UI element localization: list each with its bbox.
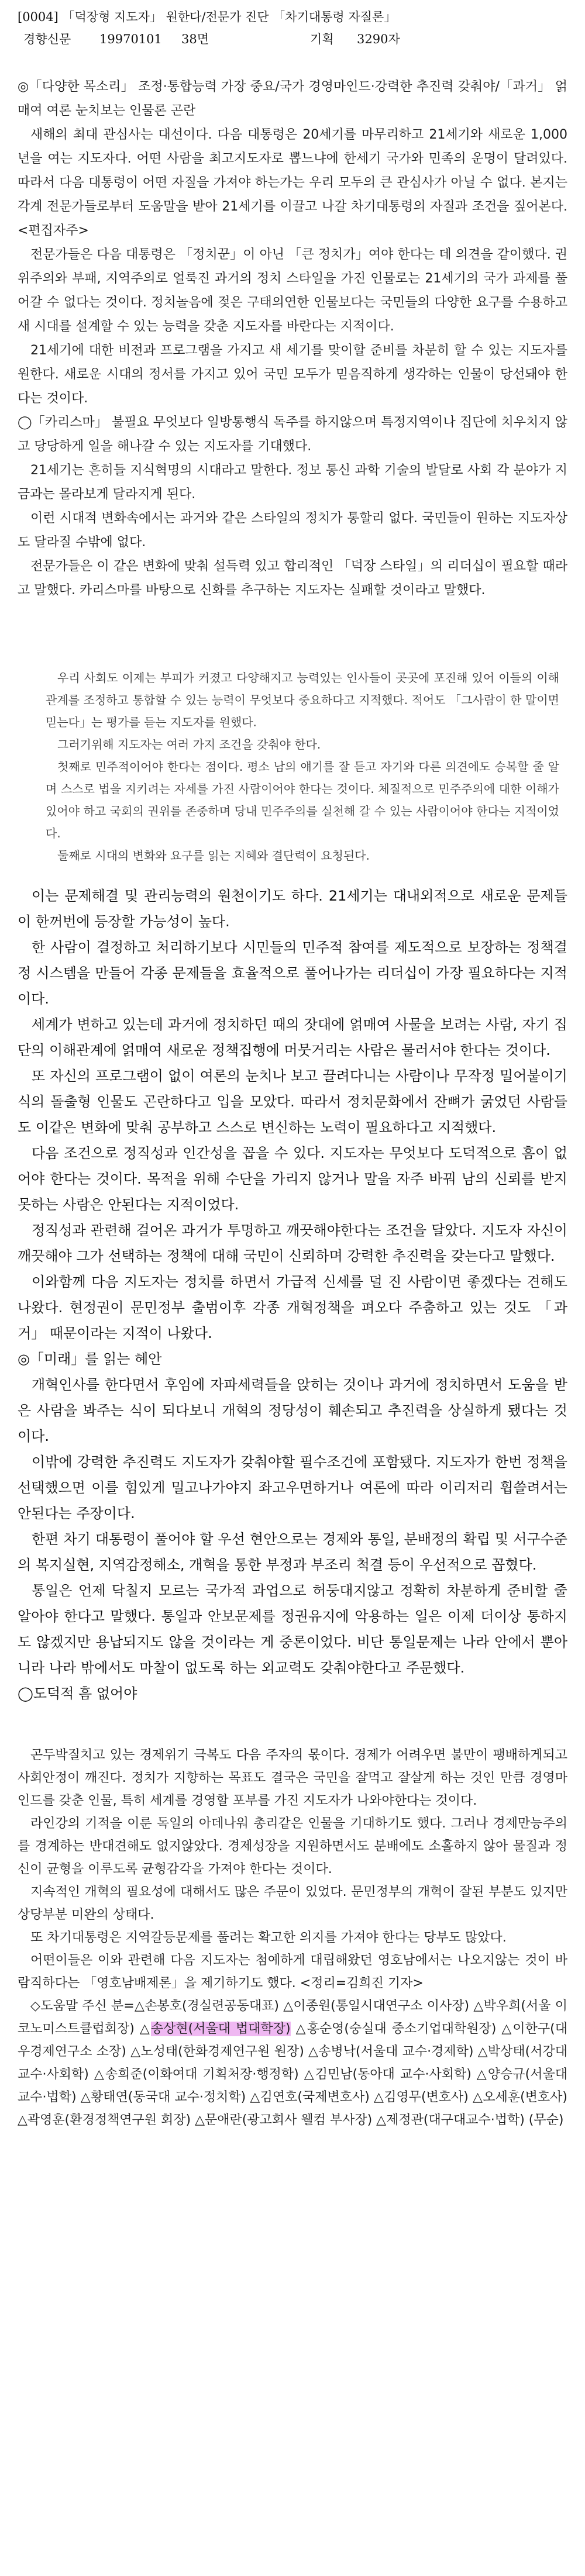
paragraph: 또 자신의 프로그램이 없이 여론의 눈치나 보고 끌려다니는 사람이나 무작정 밀어붙이기식의 돌출형 인물도 곤란하다고 입을 모았다. 따라서 정치문화에서 잔뼈가 굵었던 사람들도 이같은 변화에 맞춰 공부하고 스스로 변신하는 노력이 필요하다고 지적했다. bbox=[18, 1068, 567, 1136]
article-title: [0004] 「덕장형 지도자」 원한다/전문가 진단 「차기대통령 자질론」 bbox=[18, 10, 397, 24]
subheading-paragraph: ◯「카리스마」 불필요 무엇보다 일방통행식 독주를 하지않으며 특정지역이나 집단에 치우치지 않고 당당하게 일을 해나갈 수 있는 지도자를 기대했다. bbox=[18, 415, 567, 454]
paragraph: 개혁인사를 한다면서 후임에 자파세력들을 앉히는 것이나 과거에 정치하면서 도움을 받은 사람을 봐주는 식이 되다보니 개혁의 정당성이 훼손되고 추진력을 상실하게 됐다는 것이다. bbox=[18, 1377, 567, 1444]
paragraph: 곤두박질치고 있는 경제위기 극복도 다음 주자의 몫이다. 경제가 어려우면 불만이 팽배하게되고 사회안정이 깨진다. 정치가 지향하는 목표도 결국은 국민을 잘먹고 잘살게 하는 것인 만큼 경영마인드를 갖춘 인물, 특히 세계를 경영할 포부를 가진 지도자가 나와야한다는 것이다. bbox=[18, 1748, 567, 1808]
article-block-3 bbox=[18, 883, 567, 1706]
paragraph: 21세기에 대한 비전과 프로그램을 가지고 새 세기를 맞이할 준비를 차분히 할 수 있는 지도자를 원한다. 새로운 시대의 정서를 가지고 있어 국민 모두가 믿음직하게 생각하는 인물이 당선돼야 한다는 것이다. bbox=[18, 343, 567, 406]
paragraph: 어떤이들은 이와 관련해 다음 지도자는 첨예하게 대립해왔던 영호남에서는 나오지않는 것이 바람직하다는 「영호남배제론」을 제기하기도 했다. <정리=김희진 기자> bbox=[18, 1953, 567, 1991]
article-block-4 bbox=[18, 1744, 567, 2132]
article-meta bbox=[18, 28, 567, 50]
paragraph: 정직성과 관련해 걸어온 과거가 투명하고 깨끗해야한다는 조건을 달았다. 지도자 자신이 깨끗해야 그가 선택하는 정책에 대해 국민이 신뢰하며 강력한 추진력을 갖는다고 말했다. bbox=[18, 1222, 567, 1264]
paragraph: 세계가 변하고 있는데 과거에 정치하던 때의 잣대에 얽매여 사물을 보려는 사람, 자기 집단의 이해관계에 얽매여 새로운 정책집행에 머뭇거리는 사람은 물러서야 한다는 것이다. bbox=[18, 1016, 567, 1058]
paragraph: 새해의 최대 관심사는 대선이다. 다음 대통령은 20세기를 마무리하고 21세기와 새로운 1,000년을 여는 지도자다. 어떤 사람을 최고지도자로 뽑느냐에 한세기 국가와 민족의 운명이 달려있다. 따라서 다음 대통령이 어떤 자질을 가져야 하는가는 우리 모두의 큰 관심사가 아닐 수 없다. 본지는 각계 전문가들로부터 도움말을 받아 21세기를 이끌고 나갈 차기대통령의 자질과 조건을 짚어본다. <편집자주> bbox=[18, 127, 567, 238]
paragraph: 이런 시대적 변화속에서는 과거와 같은 스타일의 정치가 통할리 없다. 국민들이 원하는 지도자상도 달라질 수밖에 없다. bbox=[18, 511, 567, 550]
paragraph: 라인강의 기적을 이룬 독일의 아데나워 총리같은 인물을 기대하기도 했다. 그러나 경제만능주의를 경계하는 반대견해도 없지않았다. 경제성장을 지원하면서도 분배에도 소홀하지 않아 물질과 정신이 균형을 이루도록 균형감각을 가져야 한다는 것이다. bbox=[18, 1816, 567, 1877]
paragraph: 전문가들은 다음 대통령은 「정치꾼」이 아닌 「큰 정치가」여야 한다는 데 의견을 같이했다. 권위주의와 부패, 지역주의로 얼룩진 과거의 정치 스타일을 가진 인물로는 21세기의 국가 과제를 풀어갈 수 없다는 것이다. 정치놀음에 젖은 구태의연한 인물보다는 국민들의 다양한 요구를 수용하고 새 시대를 설계할 수 있는 능력을 갖춘 지도자를 바란다는 지적이다. bbox=[18, 247, 567, 334]
paragraph: 우리 사회도 이제는 부피가 커졌고 다양해지고 능력있는 인사들이 곳곳에 포진해 있어 이들의 이해관계를 조정하고 통합할 수 있는 능력이 무엇보다 중요하다고 지적했다. 적어도 「그사람이 한 말이면 믿는다」는 평가를 듣는 지도자를 원했다. bbox=[46, 671, 559, 729]
paragraph: 21세기는 흔히들 지식혁명의 시대라고 말한다. 정보 통신 과학 기술의 발달로 사회 각 분야가 지금과는 몰라보게 달라지게 된다. bbox=[18, 463, 567, 502]
contributors-credits bbox=[18, 1995, 567, 2132]
credits-text: △홍순영(숭실대 중소기업대학원장) △이한구(대우경제연구소 소장) △노성태(한화경제연구원 원장) △송병낙(서울대 교수·경제학) △박상태(서강대교수·사회학) △송희준(이화여대 기획처장·행정학) △김민남(동아대 교수·사회학) △양승규(서울대 교수·법학) △황태연(동국대 교수·정치학) △김연호(국제변호사) △김영무(변호사) △오세훈(변호사) △곽영훈(환경정책연구원 회장) △문애란(광고회사 웰컴 부사장) △제정관(대구대교수·법학) (무순) bbox=[18, 2022, 568, 2127]
paragraph: 한편 차기 대통령이 풀어야 할 우선 현안으로는 경제와 통일, 분배정의 확립 및 서구수준의 복지실현, 지역감정해소, 개혁을 통한 부정과 부조리 척결 등이 우선적으로 꼽혔다. bbox=[18, 1531, 567, 1573]
article-block-1 bbox=[18, 75, 567, 602]
paragraph: 그러기위해 지도자는 여러 가지 조건을 갖춰야 한다. bbox=[57, 737, 321, 751]
paragraph: 또 차기대통령은 지역갈등문제를 풀려는 확고한 의지를 가져야 한다는 당부도 많았다. bbox=[30, 1930, 507, 1945]
paragraph: 통일은 언제 닥칠지 모르는 국가적 과업으로 허둥대지않고 정확히 차분하게 준비할 줄 알아야 한다고 말했다. 통일과 안보문제를 정권유지에 악용하는 일은 이제 더이상 통하지도 않겠지만 용납되지도 않을 것이라는 게 중론이었다. 비단 통일문제는 나라 안에서 뿐아니라 나라 밖에서도 마찰이 없도록 하는 외교력도 갖춰야한다고 주문했다. bbox=[18, 1582, 567, 1676]
subheading: ◯도덕적 흠 없어야 bbox=[18, 1685, 137, 1702]
section-label: 기획 bbox=[310, 32, 334, 46]
headline-summary: ◎「다양한 목소리」 조정·통합능력 가장 중요/국가 경영마인드·강력한 추진력 갖춰야/「과거」 얽매여 여론 눈치보는 인물론 곤란 bbox=[18, 80, 567, 118]
paragraph: 이와함께 다음 지도자는 정치를 하면서 가급적 신세를 덜 진 사람이면 좋겠다는 견해도 나왔다. 현정권이 문민정부 출범이후 각종 개혁정책을 펴오다 주춤하고 있는 것도 「과거」 때문이라는 지적이 나왔다. bbox=[18, 1274, 567, 1342]
credits-text: ◇도움말 주신 분=△손봉호(경실련공동대표) △이종원(통일시대연구소 이사장) △박우희(서울 이코노미스트클럽회장) △ bbox=[18, 1999, 567, 2036]
highlighted-text[interactable]: 송상현(서울대 법대학장) bbox=[150, 2022, 291, 2036]
newspaper-name: 경향신문 bbox=[23, 32, 71, 46]
paragraph: 이는 문제해결 및 관리능력의 원천이기도 하다. 21세기는 대내외적으로 새로운 문제들이 한꺼번에 등장할 가능성이 높다. bbox=[18, 888, 567, 930]
paragraph: 둘째로 시대의 변화와 요구를 읽는 지혜와 결단력이 요청된다. bbox=[57, 849, 370, 863]
paragraph: 한 사람이 결정하고 처리하기보다 시민들의 민주적 참여를 제도적으로 보장하는 정책결정 시스템을 만들어 각종 문제들을 효율적으로 풀어나가는 리더십이 가장 필요하다는 지적이다. bbox=[18, 939, 567, 1007]
article-header bbox=[18, 6, 567, 50]
article-block-2 bbox=[18, 667, 567, 867]
page-number: 38면 bbox=[181, 32, 209, 46]
paragraph: 전문가들은 이 같은 변화에 맞춰 설득력 있고 합리적인 「덕장 스타일」의 리더십이 필요할 때라고 말했다. 카리스마를 바탕으로 신화를 추구하는 지도자는 실패할 것이라고 말했다. bbox=[18, 559, 567, 598]
paragraph: 다음 조건으로 정직성과 인간성을 꼽을 수 있다. 지도자는 무엇보다 도덕적으로 흠이 없어야 한다는 것이다. 목적을 위해 수단을 가리지 않거나 말을 자주 바꿔 남의 신뢰를 받지 못하는 사람은 안된다는 지적이었다. bbox=[18, 1145, 567, 1213]
paragraph: 이밖에 강력한 추진력도 지도자가 갖춰야할 필수조건에 포함됐다. 지도자가 한번 정책을 선택했으면 이를 힘있게 밀고나가야지 좌고우면하거나 여론에 따라 이리저리 휩쓸려서는 안된다는 주장이다. bbox=[18, 1454, 567, 1522]
character-count: 3290자 bbox=[357, 32, 400, 46]
paragraph: 첫째로 민주적이어야 한다는 점이다. 평소 남의 얘기를 잘 듣고 자기와 다른 의견에도 승복할 줄 알며 스스로 법을 지키려는 자세를 가진 사람이어야 한다는 것이다. 체질적으로 민주주의에 대한 이해가 있어야 하고 국회의 권위를 존중하며 당내 민주주의를 실천해 갈 수 있는 사람이어야 한다는 지적이었다. bbox=[46, 760, 559, 840]
subheading: ◎「미래」를 읽는 혜안 bbox=[18, 1351, 162, 1367]
paragraph: 지속적인 개혁의 필요성에 대해서도 많은 주문이 있었다. 문민정부의 개혁이 잘된 부분도 있지만 상당부분 미완의 상태다. bbox=[18, 1885, 567, 1922]
publish-date: 19970101 bbox=[99, 32, 162, 46]
